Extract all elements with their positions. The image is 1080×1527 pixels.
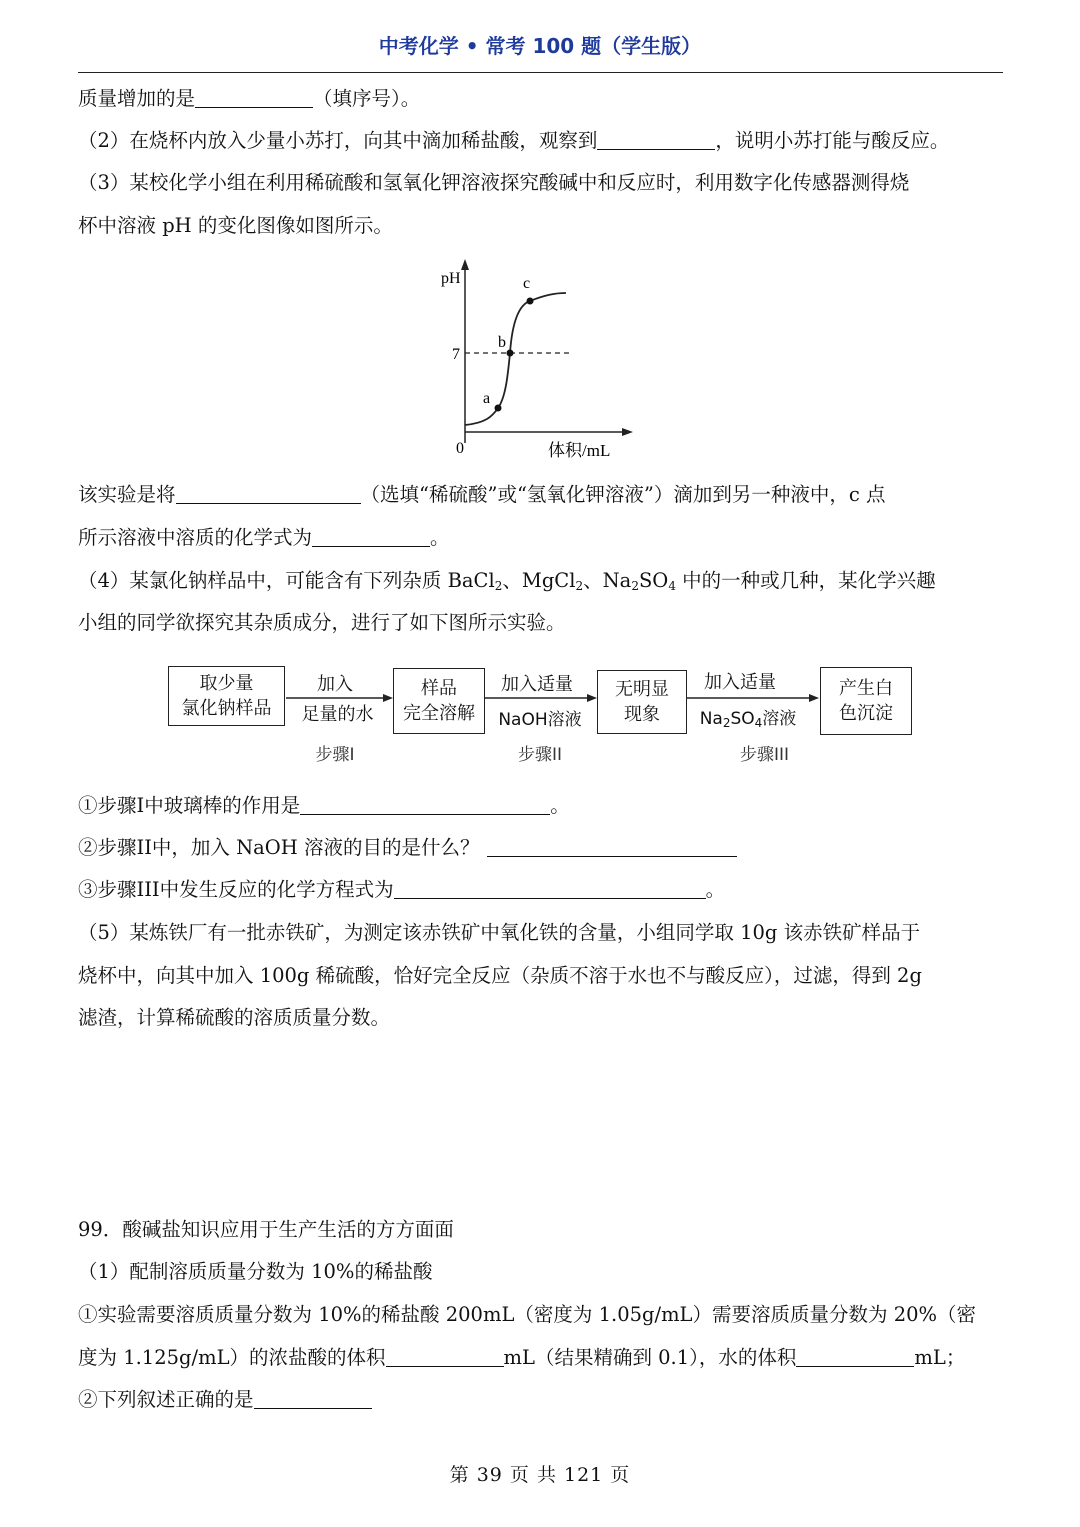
- flow-box-sample: [168, 666, 285, 726]
- box-text: 氯化钠样品: [181, 698, 272, 719]
- text: （4）某氯化钠样品中，可能含有下列杂质 BaCl: [78, 569, 495, 592]
- text: 该实验是将: [78, 483, 176, 506]
- x-axis-label: 体积/mL: [548, 441, 611, 460]
- header-divider: [78, 72, 1003, 73]
- y-tick-7: 7: [452, 346, 460, 363]
- text: 。: [550, 794, 570, 817]
- text: ②步骤II中，加入 NaOH 溶液的目的是什么？: [78, 836, 480, 859]
- text: ，说明小苏打能与酸反应。: [715, 129, 950, 152]
- ph-curve: [465, 293, 566, 425]
- text: 度为 1.125g/mL）的浓盐酸的体积: [78, 1346, 386, 1369]
- arrow-1-bottom-label: 足量的水: [301, 704, 374, 725]
- text: 溶液: [762, 709, 797, 729]
- text: ①步骤I中玻璃棒的作用是: [78, 794, 301, 817]
- arrow-2-bottom-label: NaOH溶液: [498, 710, 582, 730]
- box-text: 产生白: [839, 678, 893, 699]
- question-99-title: 99．酸碱盐知识应用于生产生活的方方面面: [78, 1218, 454, 1241]
- text-line-12: （5）某炼铁厂有一批赤铁矿，为测定该赤铁矿中氧化铁的含量，小组同学取 10g 该赤铁矿样品于: [78, 921, 921, 944]
- x-axis-arrow: [622, 428, 633, 436]
- step-3-label: 步骤III: [739, 745, 790, 765]
- answer-blank[interactable]: [300, 794, 550, 815]
- arrow-2-top-label: 加入适量: [501, 674, 573, 695]
- step-1-label: 步骤I: [315, 745, 355, 765]
- arrowhead-3: [809, 694, 819, 702]
- box-text: 完全溶解: [403, 703, 475, 724]
- text: mL（结果精确到 0.1），水的体积: [503, 1346, 797, 1369]
- point-b: [507, 350, 514, 357]
- text: 质量增加的是: [78, 87, 196, 110]
- text: 。: [430, 526, 450, 549]
- text-line-1: [78, 85, 1008, 113]
- answer-blank[interactable]: [195, 87, 313, 108]
- answer-blank[interactable]: [176, 483, 361, 504]
- text-line-8: 小组的同学欲探究其杂质成分，进行了如下图所示实验。: [78, 611, 566, 634]
- page-header-title: 中考化学 • 常考 100 题（学生版）: [378, 34, 702, 58]
- text: 所示溶液中溶质的化学式为: [78, 526, 313, 549]
- page-number-footer: 第 39 页 共 121 页: [449, 1464, 631, 1486]
- answer-blank[interactable]: [597, 129, 715, 150]
- answer-blank[interactable]: [312, 526, 430, 547]
- text: 中的一种或几种，某化学兴趣: [675, 569, 936, 592]
- text-line-19: [78, 1386, 1008, 1414]
- answer-blank[interactable]: [386, 1346, 504, 1367]
- point-a: [495, 405, 502, 412]
- text: ③步骤III中发生反应的化学方程式为: [78, 878, 394, 901]
- box-text: 现象: [624, 704, 660, 725]
- text: 。: [705, 878, 726, 901]
- text-line-3: （3）某校化学小组在利用稀硫酸和氢氧化钾溶液探究酸碱中和反应时，利用数字化传感器测得烧: [78, 171, 910, 194]
- text: Na: [699, 709, 723, 729]
- text-line-10: [78, 834, 1008, 862]
- text: 、Na: [583, 569, 632, 592]
- text-line-17: ①实验需要溶质质量分数为 10%的稀盐酸 200mL（密度为 1.05g/mL）需要溶质质量分数为 20%（密: [78, 1303, 977, 1326]
- point-a-label: a: [483, 390, 491, 407]
- arrowhead-2: [587, 694, 597, 702]
- arrow-3-top-label: 加入适量: [704, 672, 776, 693]
- box-text: 色沉淀: [839, 703, 893, 724]
- text: SO: [638, 569, 669, 592]
- box-text: 取少量: [199, 673, 254, 694]
- text-line-14: 滤渣，计算稀硫酸的溶质质量分数。: [78, 1006, 391, 1029]
- y-axis-label: pH: [441, 270, 461, 287]
- text: （填序号）。: [313, 87, 421, 110]
- y-axis-arrow: [461, 259, 469, 270]
- arrow-3-bottom-label: [693, 704, 803, 730]
- step-2-label: 步骤II: [517, 745, 563, 765]
- answer-blank[interactable]: [394, 878, 706, 899]
- text-line-7: [78, 567, 1008, 600]
- text-line-4: 杯中溶液 pH 的变化图像如图所示。: [78, 214, 393, 237]
- answer-blank[interactable]: [254, 1388, 372, 1409]
- text: （选填“稀硫酸”或“氢氧化钾溶液”）滴加到另一种液中，c 点: [360, 483, 886, 506]
- text-line-2: [78, 127, 1008, 155]
- text-line-5: [78, 481, 1008, 509]
- ph-chart: [430, 255, 650, 465]
- text: 、MgCl: [502, 569, 576, 592]
- text-line-16: （1）配制溶质质量分数为 10%的稀盐酸: [78, 1260, 433, 1283]
- text: （2）在烧杯内放入少量小苏打，向其中滴加稀盐酸，观察到: [78, 129, 598, 152]
- subscript: 4: [754, 716, 763, 730]
- subscript: 2: [722, 716, 731, 730]
- box-text: 无明显: [615, 679, 669, 700]
- subscript: 4: [668, 579, 676, 593]
- point-c-label: c: [523, 275, 531, 292]
- text-line-11: [78, 876, 1008, 904]
- point-b-label: b: [498, 334, 506, 351]
- origin-label: 0: [456, 440, 464, 457]
- text: ②下列叙述正确的是: [78, 1388, 254, 1411]
- text-line-6: [78, 524, 1008, 552]
- subscript: 2: [631, 579, 639, 593]
- text-line-13: 烧杯中，向其中加入 100g 稀硫酸，恰好完全反应（杂质不溶于水也不与酸反应），过滤，得到 2g: [78, 964, 922, 987]
- answer-blank[interactable]: [796, 1346, 914, 1367]
- answer-blank[interactable]: [487, 836, 737, 857]
- box-text: 样品: [421, 678, 457, 699]
- subscript: 2: [494, 579, 503, 593]
- text-line-18: [78, 1344, 1008, 1372]
- subscript: 2: [575, 579, 584, 593]
- arrow-1-top-label: 加入: [317, 674, 353, 695]
- text-line-9: [78, 792, 1008, 820]
- text: mL；: [914, 1346, 966, 1369]
- text: SO: [730, 709, 755, 729]
- point-c: [527, 298, 534, 305]
